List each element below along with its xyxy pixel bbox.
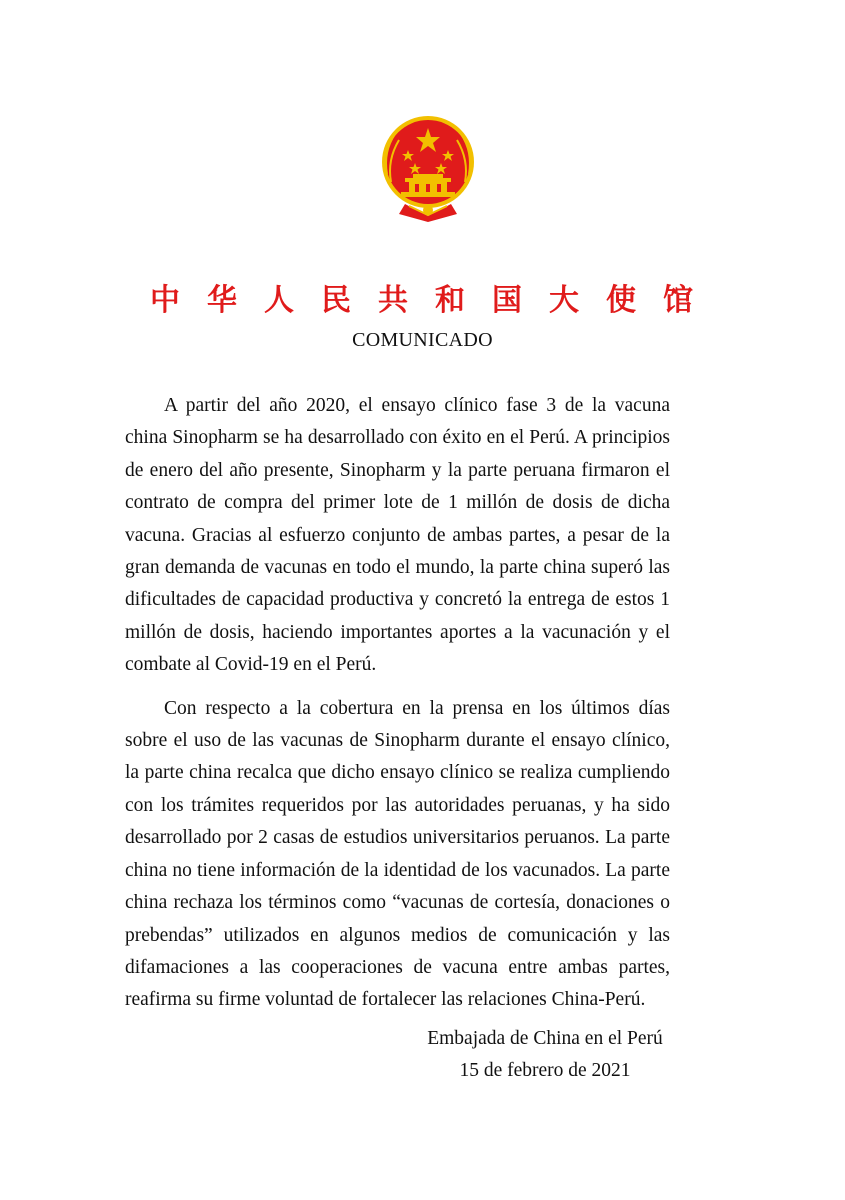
- signature-sender: Embajada de China en el Perú: [427, 1028, 663, 1049]
- body-paragraph-2: Con respecto a la cobertura en la prensa en los últimos días sobre el uso de las vacunas de Sinopharm durante el ensayo clínico, la parte china recalca que dicho ensayo clínico se realiza cumpliendo con los trámites requeridos por las autoridades peruanas, y ha sido desarrollado por 2 casas de estudios universitarios peruanos. La parte china no tiene información de la identidad de los vacunados. La parte china rechaza los términos como “vacunas de cortesía, donaciones o prebendas” utilizados en algunos medios de comunicación y las difamaciones a las cooperaciones de vacuna entre ambas partes, reafirma su firme voluntad de fortalecer las relaciones China-Perú.: [125, 697, 670, 1011]
- national-emblem: [375, 112, 481, 224]
- body-paragraph-1: A partir del año 2020, el ensayo clínico fase 3 de la vacuna china Sinopharm se ha desarrollado con éxito en el Perú. A principios de enero del año presente, Sinopharm y la parte peruana firmaron el contrato de compra del primer lote de 1 millón de dosis de dicha vacuna. Gracias al esfuerzo conjunto de ambas partes, a pesar de la gran demanda de vacunas en todo el mundo, la parte china superó las dificultades de capacidad productiva y concretó la entrega de estos 1 millón de dosis, haciendo importantes aportes a la vacunación y el combate al Covid-19 en el Perú.: [125, 395, 670, 676]
- signature-date: 15 de febrero de 2021: [459, 1060, 631, 1081]
- national-emblem-graphic: [375, 112, 481, 224]
- communique-body: [125, 390, 670, 1028]
- document-title: COMUNICADO: [352, 329, 493, 351]
- embassy-name-heading: 中华人民共和国大使馆: [150, 283, 720, 318]
- signature-block: [400, 1023, 690, 1087]
